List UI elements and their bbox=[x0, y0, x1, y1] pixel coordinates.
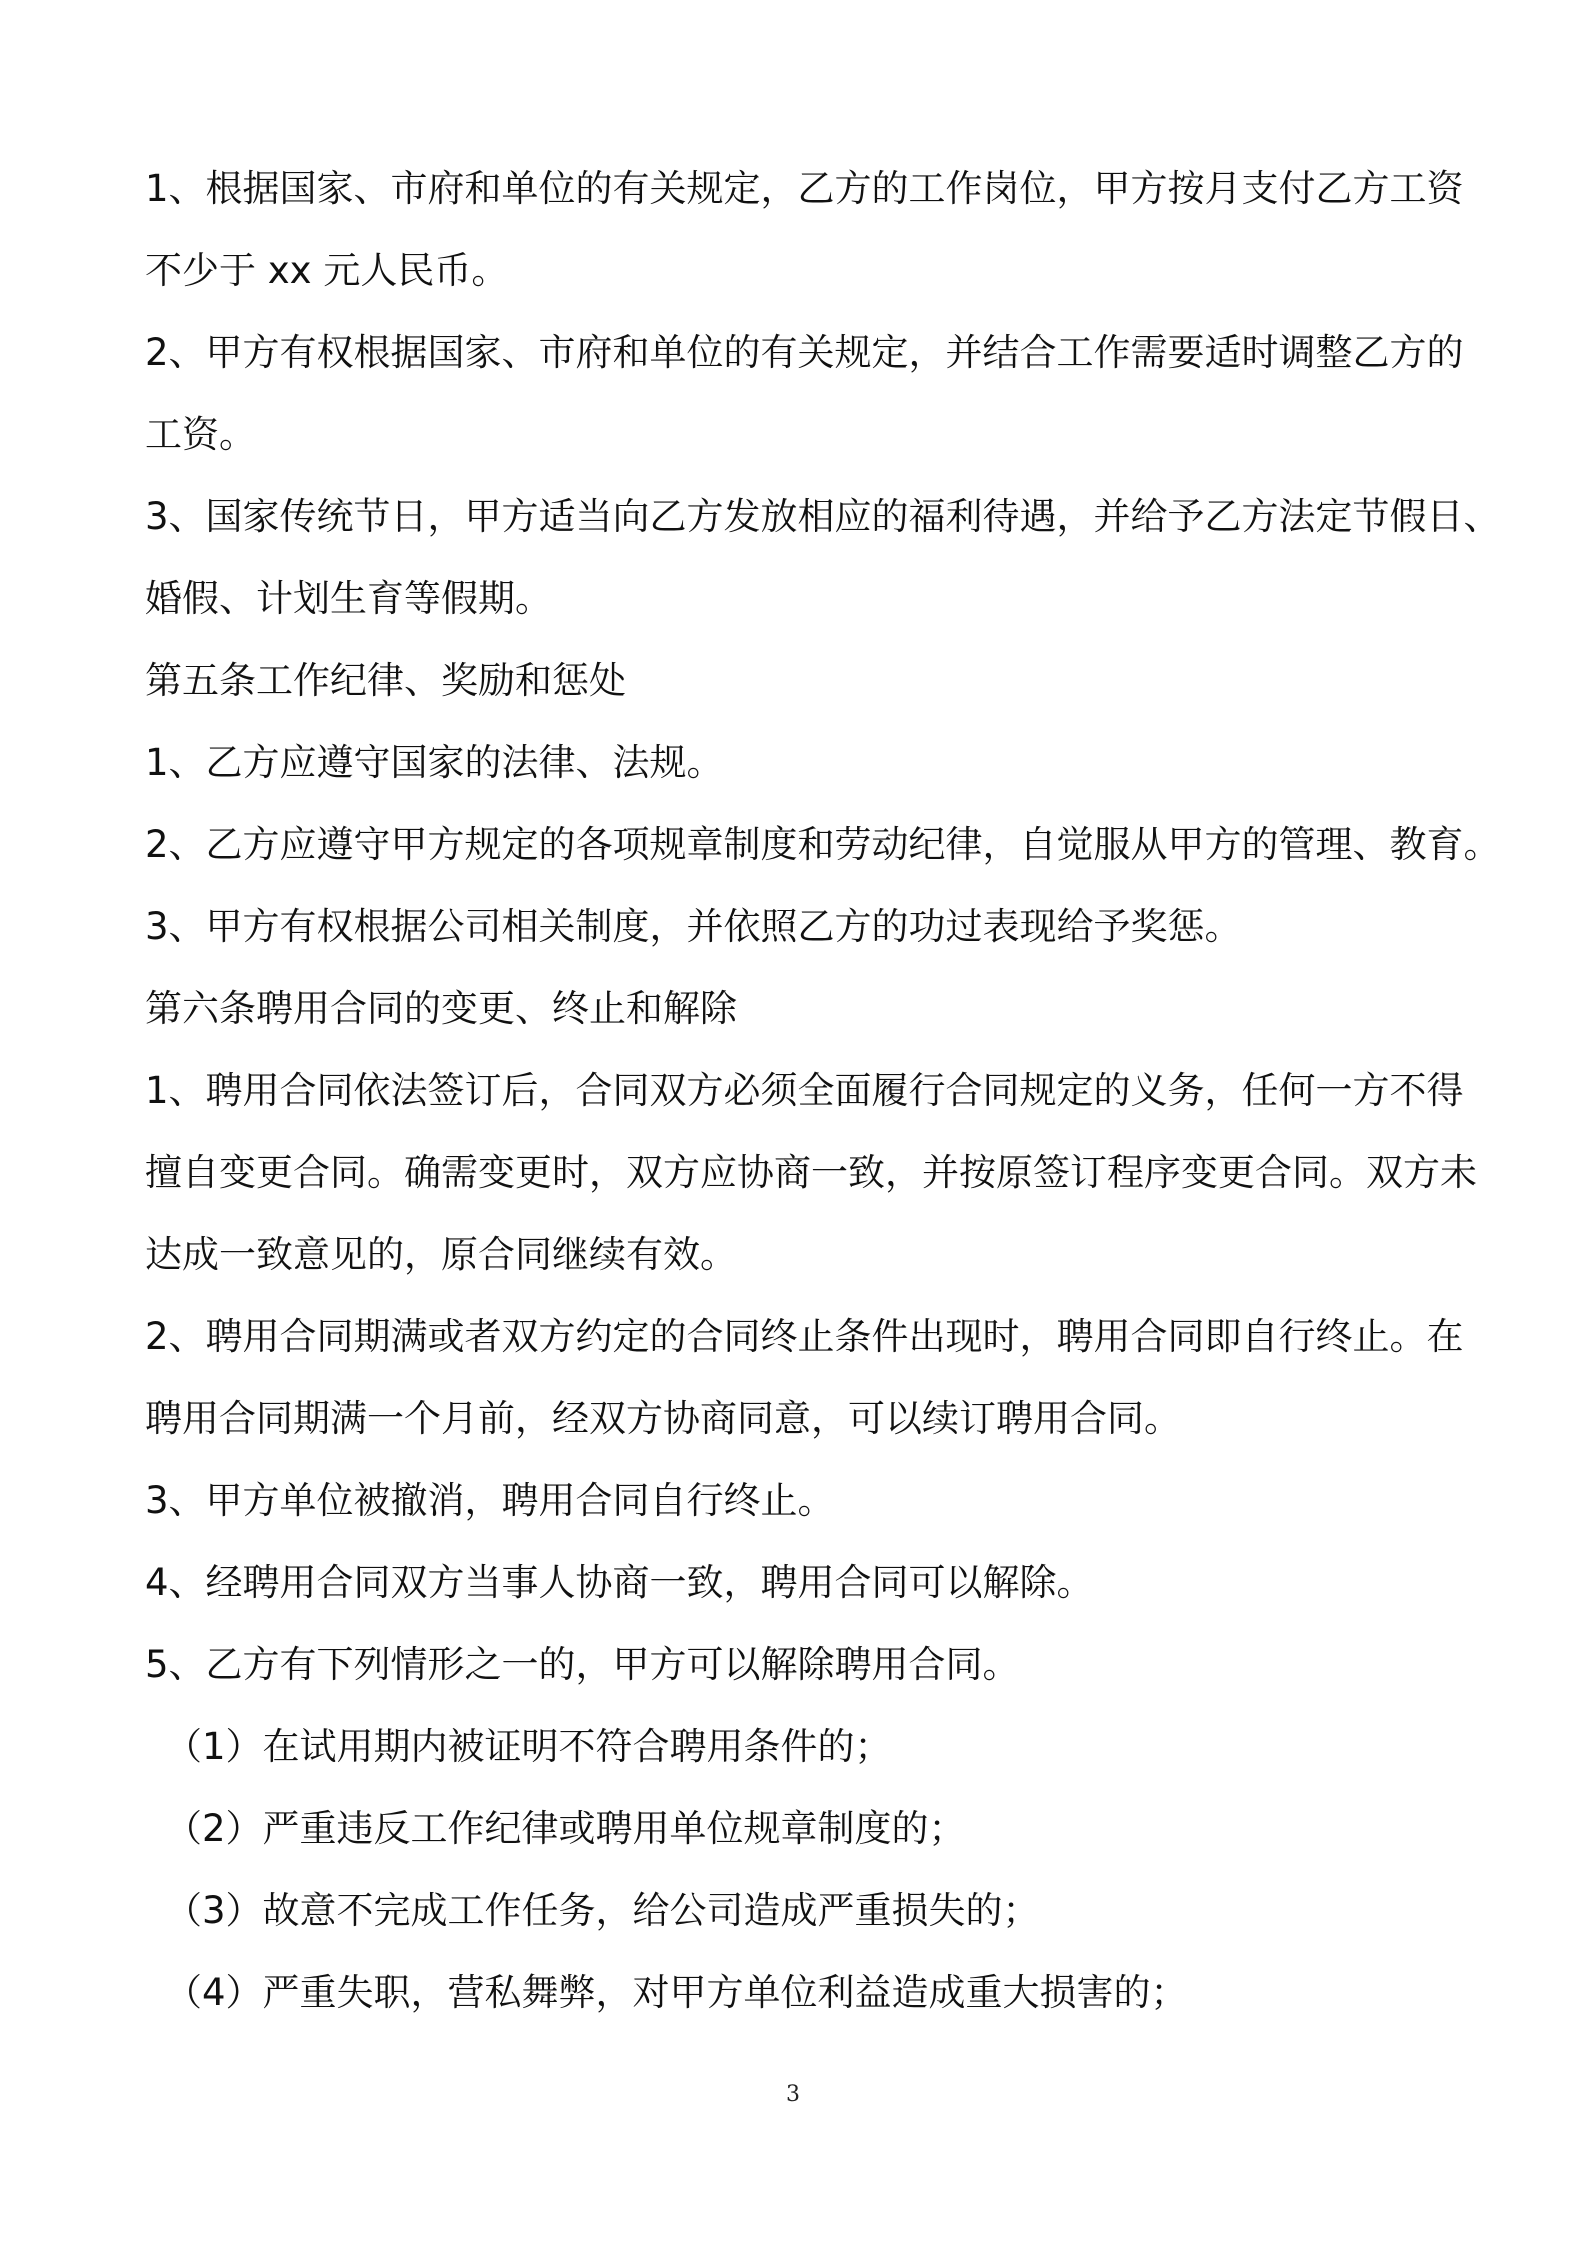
clause-line: 不少于 xx 元人民币。 bbox=[145, 249, 509, 292]
clause-line: 2、甲方有权根据国家、市府和单位的有关规定，并结合工作需要适时调整乙方的 bbox=[145, 331, 1464, 374]
sub-clause-line: （2）严重违反工作纪律或聘用单位规章制度的； bbox=[165, 1807, 966, 1850]
clause-line: 3、国家传统节日，甲方适当向乙方发放相应的福利待遇，并给予乙方法定节假日、 bbox=[145, 495, 1501, 538]
document-body bbox=[145, 148, 1501, 2034]
page-number: 3 bbox=[786, 2082, 800, 2107]
clause-line: 2、乙方应遵守甲方规定的各项规章制度和劳动纪律，自觉服从甲方的管理、教育。 bbox=[145, 823, 1501, 866]
sub-clause-line: （4）严重失职，营私舞弊，对甲方单位利益造成重大损害的； bbox=[165, 1971, 1188, 2014]
clause-line: 4、经聘用合同双方当事人协商一致，聘用合同可以解除。 bbox=[145, 1561, 1094, 1604]
section-heading: 第六条聘用合同的变更、终止和解除 bbox=[145, 987, 737, 1030]
clause-line: 1、根据国家、市府和单位的有关规定，乙方的工作岗位，甲方按月支付乙方工资 bbox=[145, 167, 1464, 210]
clause-line: 1、乙方应遵守国家的法律、法规。 bbox=[145, 741, 724, 784]
clause-line: 擅自变更合同。确需变更时，双方应协商一致，并按原签订程序变更合同。双方未 bbox=[145, 1151, 1477, 1194]
clause-line: 2、聘用合同期满或者双方约定的合同终止条件出现时，聘用合同即自行终止。在 bbox=[145, 1315, 1464, 1358]
clause-line: 1、聘用合同依法签订后，合同双方必须全面履行合同规定的义务，任何一方不得 bbox=[145, 1069, 1464, 1112]
sub-clause-line: （3）故意不完成工作任务，给公司造成严重损失的； bbox=[165, 1889, 1040, 1932]
clause-line: 5、乙方有下列情形之一的，甲方可以解除聘用合同。 bbox=[145, 1643, 1020, 1686]
clause-line: 3、甲方有权根据公司相关制度，并依照乙方的功过表现给予奖惩。 bbox=[145, 905, 1242, 948]
clause-line: 工资。 bbox=[145, 413, 256, 456]
clause-line: 婚假、计划生育等假期。 bbox=[145, 577, 552, 620]
clause-line: 3、甲方单位被撤消，聘用合同自行终止。 bbox=[145, 1479, 835, 1522]
clause-line: 聘用合同期满一个月前，经双方协商同意，可以续订聘用合同。 bbox=[145, 1397, 1181, 1440]
clause-line: 达成一致意见的，原合同继续有效。 bbox=[145, 1233, 737, 1276]
section-heading: 第五条工作纪律、奖励和惩处 bbox=[145, 659, 626, 702]
sub-clause-line: （1）在试用期内被证明不符合聘用条件的； bbox=[165, 1725, 892, 1768]
